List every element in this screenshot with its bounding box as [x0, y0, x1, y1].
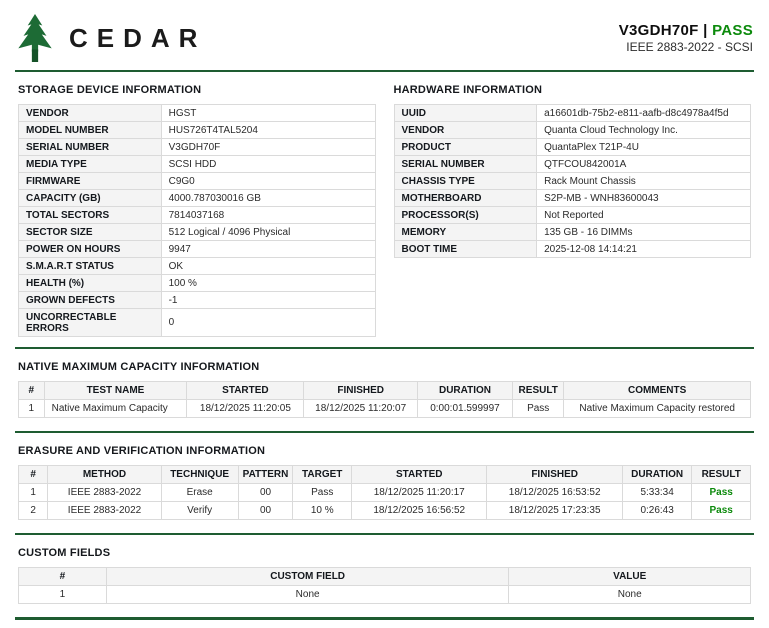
field-value: Rack Mount Chassis: [537, 173, 751, 190]
header-row: [19, 568, 751, 586]
native-capacity-section-title: NATIVE MAXIMUM CAPACITY INFORMATION: [18, 361, 260, 373]
field-value: HGST: [161, 105, 375, 122]
table-row: [19, 173, 376, 190]
table-cell: IEEE 2883-2022: [48, 484, 161, 502]
field-label: MODEL NUMBER: [19, 122, 162, 139]
table-cell: 0:26:43: [622, 502, 692, 520]
field-value: OK: [161, 258, 375, 275]
section-divider: [15, 347, 754, 349]
separator: |: [703, 22, 708, 39]
table-cell: 1: [19, 484, 48, 502]
column-header: STARTED: [187, 382, 304, 400]
column-header: TARGET: [293, 466, 352, 484]
column-header: METHOD: [48, 466, 161, 484]
table-row: [19, 258, 376, 275]
table-row: [394, 173, 751, 190]
table-row: [394, 207, 751, 224]
table-cell: 18/12/2025 17:23:35: [487, 502, 622, 520]
table-row: [394, 122, 751, 139]
column-header: STARTED: [352, 466, 487, 484]
table-row: [19, 400, 751, 418]
column-header: DURATION: [622, 466, 692, 484]
storage-device-section: [18, 72, 376, 337]
table-cell: 00: [238, 484, 293, 502]
hardware-section-title: HARDWARE INFORMATION: [393, 84, 543, 96]
field-value: 4000.787030016 GB: [161, 190, 375, 207]
table-cell: Pass: [293, 484, 352, 502]
hardware-table: [394, 104, 752, 258]
table-row: [394, 105, 751, 122]
table-cell: 1: [19, 400, 45, 418]
section-divider: [15, 431, 754, 433]
table-row: [19, 207, 376, 224]
table-row: [19, 292, 376, 309]
field-value: 100 %: [161, 275, 375, 292]
report-header: [0, 0, 769, 70]
table-row: [19, 105, 376, 122]
field-label: MEDIA TYPE: [19, 156, 162, 173]
table-cell: Erase: [161, 484, 238, 502]
native-capacity-table: [18, 381, 751, 418]
table-cell: 1: [19, 586, 107, 604]
custom-fields-table: [18, 567, 751, 604]
table-row: [394, 224, 751, 241]
table-cell: Native Maximum Capacity restored: [564, 400, 751, 418]
field-label: CHASSIS TYPE: [394, 173, 537, 190]
storage-device-table: [18, 104, 376, 337]
field-label: FIRMWARE: [19, 173, 162, 190]
table-cell: 18/12/2025 11:20:07: [304, 400, 417, 418]
column-header: PATTERN: [238, 466, 293, 484]
column-header: CUSTOM FIELD: [106, 568, 509, 586]
column-header: DURATION: [417, 382, 512, 400]
column-header: FINISHED: [487, 466, 622, 484]
custom-fields-section-title: CUSTOM FIELDS: [18, 547, 111, 559]
field-value: 512 Logical / 4096 Physical: [161, 224, 375, 241]
field-label: MEMORY: [394, 224, 537, 241]
field-label: SERIAL NUMBER: [19, 139, 162, 156]
table-cell: Pass: [692, 502, 751, 520]
column-header: COMMENTS: [564, 382, 751, 400]
cedar-tree-logo-icon: [14, 14, 56, 62]
field-label: TOTAL SECTORS: [19, 207, 162, 224]
table-row: [19, 309, 376, 337]
storage-section-title: STORAGE DEVICE INFORMATION: [18, 84, 202, 96]
field-value: a16601db-75b2-e811-aafb-d8c4978a4f5d: [537, 105, 751, 122]
column-header: #: [19, 568, 107, 586]
table-row: [19, 484, 751, 502]
field-value: -1: [161, 292, 375, 309]
column-header: RESULT: [692, 466, 751, 484]
field-label: GROWN DEFECTS: [19, 292, 162, 309]
field-value: 2025-12-08 14:14:21: [537, 241, 751, 258]
table-row: [394, 241, 751, 258]
field-label: SECTOR SIZE: [19, 224, 162, 241]
column-header: #: [19, 382, 45, 400]
table-row: [19, 502, 751, 520]
table-cell: 0:00:01.599997: [417, 400, 512, 418]
table-cell: 2: [19, 502, 48, 520]
field-label: VENDOR: [394, 122, 537, 139]
field-value: 7814037168: [161, 207, 375, 224]
column-header: FINISHED: [304, 382, 417, 400]
table-row: [394, 190, 751, 207]
field-value: S2P-MB - WNH83600043: [537, 190, 751, 207]
field-value: 135 GB - 16 DIMMs: [537, 224, 751, 241]
bottom-divider: [15, 617, 754, 620]
field-label: SERIAL NUMBER: [394, 156, 537, 173]
erasure-standard-label: IEEE 2883-2022 - SCSI: [626, 40, 753, 54]
result-block: [619, 22, 753, 54]
table-row: [19, 586, 751, 604]
native-capacity-section: [18, 361, 751, 418]
field-label: UNCORRECTABLE ERRORS: [19, 309, 162, 337]
field-value: SCSI HDD: [161, 156, 375, 173]
field-value: HUS726T4TAL5204: [161, 122, 375, 139]
table-cell: 10 %: [293, 502, 352, 520]
table-row: [19, 241, 376, 258]
section-divider: [15, 533, 754, 535]
serial-and-result: [619, 22, 753, 39]
table-cell: Pass: [513, 400, 564, 418]
table-cell: None: [106, 586, 509, 604]
field-label: VENDOR: [19, 105, 162, 122]
header-row: [19, 382, 751, 400]
field-label: HEALTH (%): [19, 275, 162, 292]
table-row: [19, 139, 376, 156]
field-value: Not Reported: [537, 207, 751, 224]
brand-name: CEDAR: [69, 22, 207, 53]
brand: [14, 14, 206, 62]
field-value: V3GDH70F: [161, 139, 375, 156]
table-cell: 18/12/2025 11:20:17: [352, 484, 487, 502]
device-serial: V3GDH70F: [618, 22, 699, 39]
field-label: PRODUCT: [394, 139, 537, 156]
erasure-section-title: ERASURE AND VERIFICATION INFORMATION: [18, 445, 266, 457]
header-row: [19, 466, 751, 484]
table-cell: Pass: [692, 484, 751, 502]
column-header: RESULT: [513, 382, 564, 400]
table-cell: 18/12/2025 16:56:52: [352, 502, 487, 520]
table-cell: 18/12/2025 11:20:05: [187, 400, 304, 418]
column-header: #: [19, 466, 48, 484]
field-label: UUID: [394, 105, 537, 122]
table-cell: IEEE 2883-2022: [48, 502, 161, 520]
table-cell: Verify: [161, 502, 238, 520]
field-label: BOOT TIME: [394, 241, 537, 258]
table-cell: None: [509, 586, 751, 604]
field-label: S.M.A.R.T STATUS: [19, 258, 162, 275]
erasure-verification-table: [18, 465, 751, 520]
overall-result-badge: PASS: [712, 22, 753, 39]
table-row: [394, 139, 751, 156]
table-cell: 00: [238, 502, 293, 520]
field-value: QuantaPlex T21P-4U: [537, 139, 751, 156]
field-value: C9G0: [161, 173, 375, 190]
field-value: 0: [161, 309, 375, 337]
field-value: Quanta Cloud Technology Inc.: [537, 122, 751, 139]
column-header: TECHNIQUE: [161, 466, 238, 484]
table-cell: 5:33:34: [622, 484, 692, 502]
erasure-verification-section: [18, 445, 751, 520]
info-columns: [18, 72, 751, 337]
table-row: [19, 224, 376, 241]
field-label: CAPACITY (GB): [19, 190, 162, 207]
field-label: POWER ON HOURS: [19, 241, 162, 258]
custom-fields-section: [18, 547, 751, 604]
table-cell: 18/12/2025 16:53:52: [487, 484, 622, 502]
column-header: VALUE: [509, 568, 751, 586]
column-header: TEST NAME: [44, 382, 187, 400]
field-label: MOTHERBOARD: [394, 190, 537, 207]
table-row: [19, 275, 376, 292]
table-row: [19, 122, 376, 139]
hardware-section: [394, 72, 752, 258]
table-cell: Native Maximum Capacity: [44, 400, 187, 418]
table-row: [394, 156, 751, 173]
field-value: 9947: [161, 241, 375, 258]
table-row: [19, 156, 376, 173]
field-value: QTFCOU842001A: [537, 156, 751, 173]
table-row: [19, 190, 376, 207]
field-label: PROCESSOR(S): [394, 207, 537, 224]
